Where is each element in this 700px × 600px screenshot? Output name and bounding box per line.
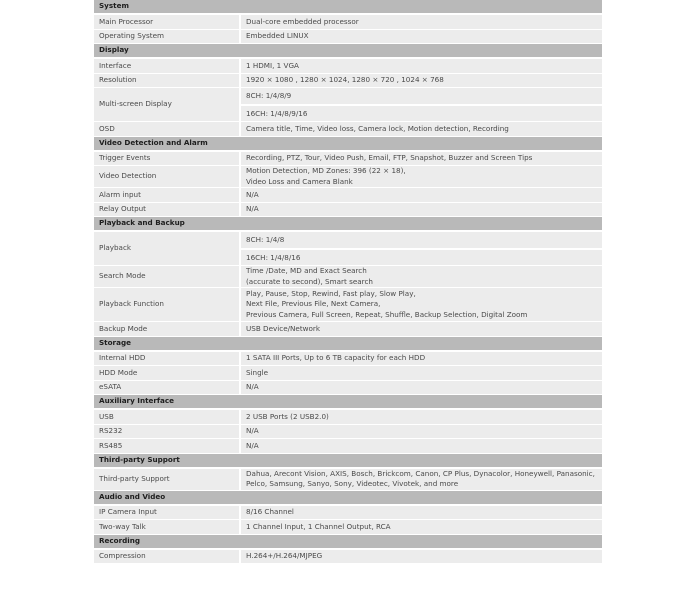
section-header-audio-and-video	[94, 490, 602, 505]
section-header-playback-and-backup	[94, 217, 602, 232]
spec-label: Interface	[94, 58, 240, 73]
spec-value	[240, 188, 602, 203]
section-title: Third-party Support	[94, 453, 602, 468]
spec-label: Internal HDD	[94, 351, 240, 366]
spec-label: Two-way Talk	[94, 520, 240, 535]
spec-value-line: N/A	[246, 189, 259, 199]
spec-row-alarm-input	[94, 188, 602, 203]
spec-value-line: 8CH: 1/4/8	[241, 232, 602, 250]
section-title: Storage	[94, 336, 602, 351]
spec-value-line: 8CH: 1/4/8/9	[241, 88, 602, 106]
spec-value-line: 2 USB Ports (2 USB2.0)	[246, 411, 329, 421]
spec-row-trigger-events	[94, 151, 602, 166]
spec-value-line: Dahua, Arecont Vision, AXIS, Bosch, Brickcom, Canon, CP Plus, Dynacolor, Honeywell, Panasonic,	[246, 468, 595, 478]
spec-value-line: 16CH: 1/4/8/9/16	[246, 108, 308, 118]
spec-row-rs485	[94, 439, 602, 454]
spec-value	[240, 151, 602, 166]
spec-value	[240, 288, 602, 322]
spec-value-line: Dual-core embedded processor	[246, 16, 359, 26]
spec-label: Playback	[94, 231, 240, 266]
spec-row-playback-function	[94, 288, 602, 322]
spec-value	[240, 73, 602, 88]
spec-label: Relay Output	[94, 202, 240, 217]
spec-value	[240, 29, 602, 44]
spec-value	[240, 549, 602, 564]
spec-value	[240, 122, 602, 137]
spec-label: Compression	[94, 549, 240, 564]
spec-row-main-processor	[94, 14, 602, 29]
spec-label: HDD Mode	[94, 366, 240, 381]
section-header-storage	[94, 336, 602, 351]
spec-label: Third-party Support	[94, 468, 240, 491]
spec-row-operating-system	[94, 29, 602, 44]
spec-label: Video Detection	[94, 166, 240, 188]
spec-value-line: 8/16 Channel	[246, 507, 294, 516]
spec-value	[240, 505, 602, 520]
section-header-third-party-support	[94, 453, 602, 468]
spec-value-line: Embedded LINUX	[246, 31, 309, 40]
spec-value	[240, 409, 602, 424]
spec-value-line: 1 HDMI, 1 VGA	[246, 60, 299, 70]
spec-label: Resolution	[94, 73, 240, 88]
spec-row-resolution	[94, 73, 602, 88]
spec-value-line: H.264+/H.264/MJPEG	[246, 551, 323, 560]
spec-row-backup-mode	[94, 322, 602, 337]
spec-row-multi-screen-display	[94, 88, 602, 122]
spec-row-usb	[94, 409, 602, 424]
spec-row-internal-hdd	[94, 351, 602, 366]
spec-value	[240, 380, 602, 395]
spec-label: Playback Function	[94, 288, 240, 322]
section-header-auxiliary-interface	[94, 395, 602, 410]
section-title: Video Detection and Alarm	[94, 136, 602, 151]
spec-row-rs232	[94, 424, 602, 439]
section-title: Playback and Backup	[94, 217, 602, 232]
section-title: Audio and Video	[94, 490, 602, 505]
spec-table	[94, 0, 602, 564]
spec-value	[240, 266, 602, 288]
spec-value-line: USB Device/Network	[246, 323, 321, 333]
spec-label: Backup Mode	[94, 322, 240, 337]
spec-value-line: Recording, PTZ, Tour, Video Push, Email, FTP, Snapshot, Buzzer and Screen Tips	[246, 153, 533, 162]
spec-row-compression	[94, 549, 602, 564]
section-title: Display	[94, 44, 602, 59]
spec-value	[240, 14, 602, 29]
spec-row-third-party-support	[94, 468, 602, 491]
spec-value-line: N/A	[246, 204, 259, 213]
spec-value	[240, 439, 602, 454]
spec-value	[240, 58, 602, 73]
spec-value	[240, 520, 602, 535]
spec-row-osd	[94, 122, 602, 137]
spec-row-playback	[94, 231, 602, 266]
spec-row-relay-output	[94, 202, 602, 217]
spec-label: Trigger Events	[94, 151, 240, 166]
spec-value-line: 1 Channel Input, 1 Channel Output, RCA	[246, 521, 391, 531]
spec-label: Alarm input	[94, 188, 240, 203]
section-header-video-detection-and-alarm	[94, 136, 602, 151]
spec-table-body	[94, 0, 602, 564]
section-header-display	[94, 44, 602, 59]
spec-row-ip-camera-input	[94, 505, 602, 520]
spec-value-line: 1 SATA III Ports, Up to 6 TB capacity for each HDD	[246, 353, 426, 362]
spec-label: RS232	[94, 424, 240, 439]
spec-label: Multi-screen Display	[94, 88, 240, 122]
spec-value	[240, 366, 602, 381]
spec-value-line: Previous Camera, Full Screen, Repeat, Shuffle, Backup Selection, Digital Zoom	[246, 309, 528, 319]
spec-value	[240, 202, 602, 217]
spec-value	[240, 424, 602, 439]
spec-value	[240, 231, 602, 266]
spec-row-esata	[94, 380, 602, 395]
spec-value-line: N/A	[246, 382, 259, 391]
spec-value	[240, 351, 602, 366]
spec-label: USB	[94, 409, 240, 424]
spec-value-line: N/A	[246, 440, 259, 450]
spec-value-line: Video Loss and Camera Blank	[246, 176, 353, 186]
spec-value-line: Single	[246, 367, 269, 377]
spec-value-line: 16CH: 1/4/8/16	[246, 252, 301, 262]
spec-label: Main Processor	[94, 14, 240, 29]
spec-value	[240, 166, 602, 188]
spec-label: Search Mode	[94, 266, 240, 288]
spec-value-line: Time /Date, MD and Exact Search	[246, 266, 367, 275]
spec-label: eSATA	[94, 380, 240, 395]
spec-label: Operating System	[94, 29, 240, 44]
spec-label: OSD	[94, 122, 240, 137]
spec-value-line: Next File, Previous File, Next Camera,	[246, 299, 381, 309]
spec-value-line: Camera title, Time, Video loss, Camera lock, Motion detection, Recording	[246, 123, 509, 133]
spec-label: RS485	[94, 439, 240, 454]
section-title: System	[94, 0, 602, 14]
spec-value-line: Motion Detection, MD Zones: 396 (22 × 18),	[246, 166, 406, 175]
spec-value-line: N/A	[246, 426, 259, 435]
section-header-recording	[94, 534, 602, 549]
section-title: Recording	[94, 534, 602, 549]
spec-row-hdd-mode	[94, 366, 602, 381]
spec-row-interface	[94, 58, 602, 73]
spec-value-line: Play, Pause, Stop, Rewind, Fast play, Slow Play,	[246, 288, 416, 298]
spec-value-line: 1920 × 1080 , 1280 × 1024, 1280 × 720 , 1024 × 768	[246, 75, 444, 84]
spec-label: IP Camera Input	[94, 505, 240, 520]
spec-value-line: (accurate to second), Smart search	[246, 276, 373, 286]
section-title: Auxiliary Interface	[94, 395, 602, 410]
spec-value-line: Pelco, Samsung, Sanyo, Sony, Videotec, Vivotek, and more	[246, 479, 459, 488]
spec-row-two-way-talk	[94, 520, 602, 535]
spec-value	[240, 88, 602, 122]
spec-value	[240, 468, 602, 491]
spec-row-search-mode	[94, 266, 602, 288]
section-header-system	[94, 0, 602, 14]
spec-row-video-detection	[94, 166, 602, 188]
spec-value	[240, 322, 602, 337]
